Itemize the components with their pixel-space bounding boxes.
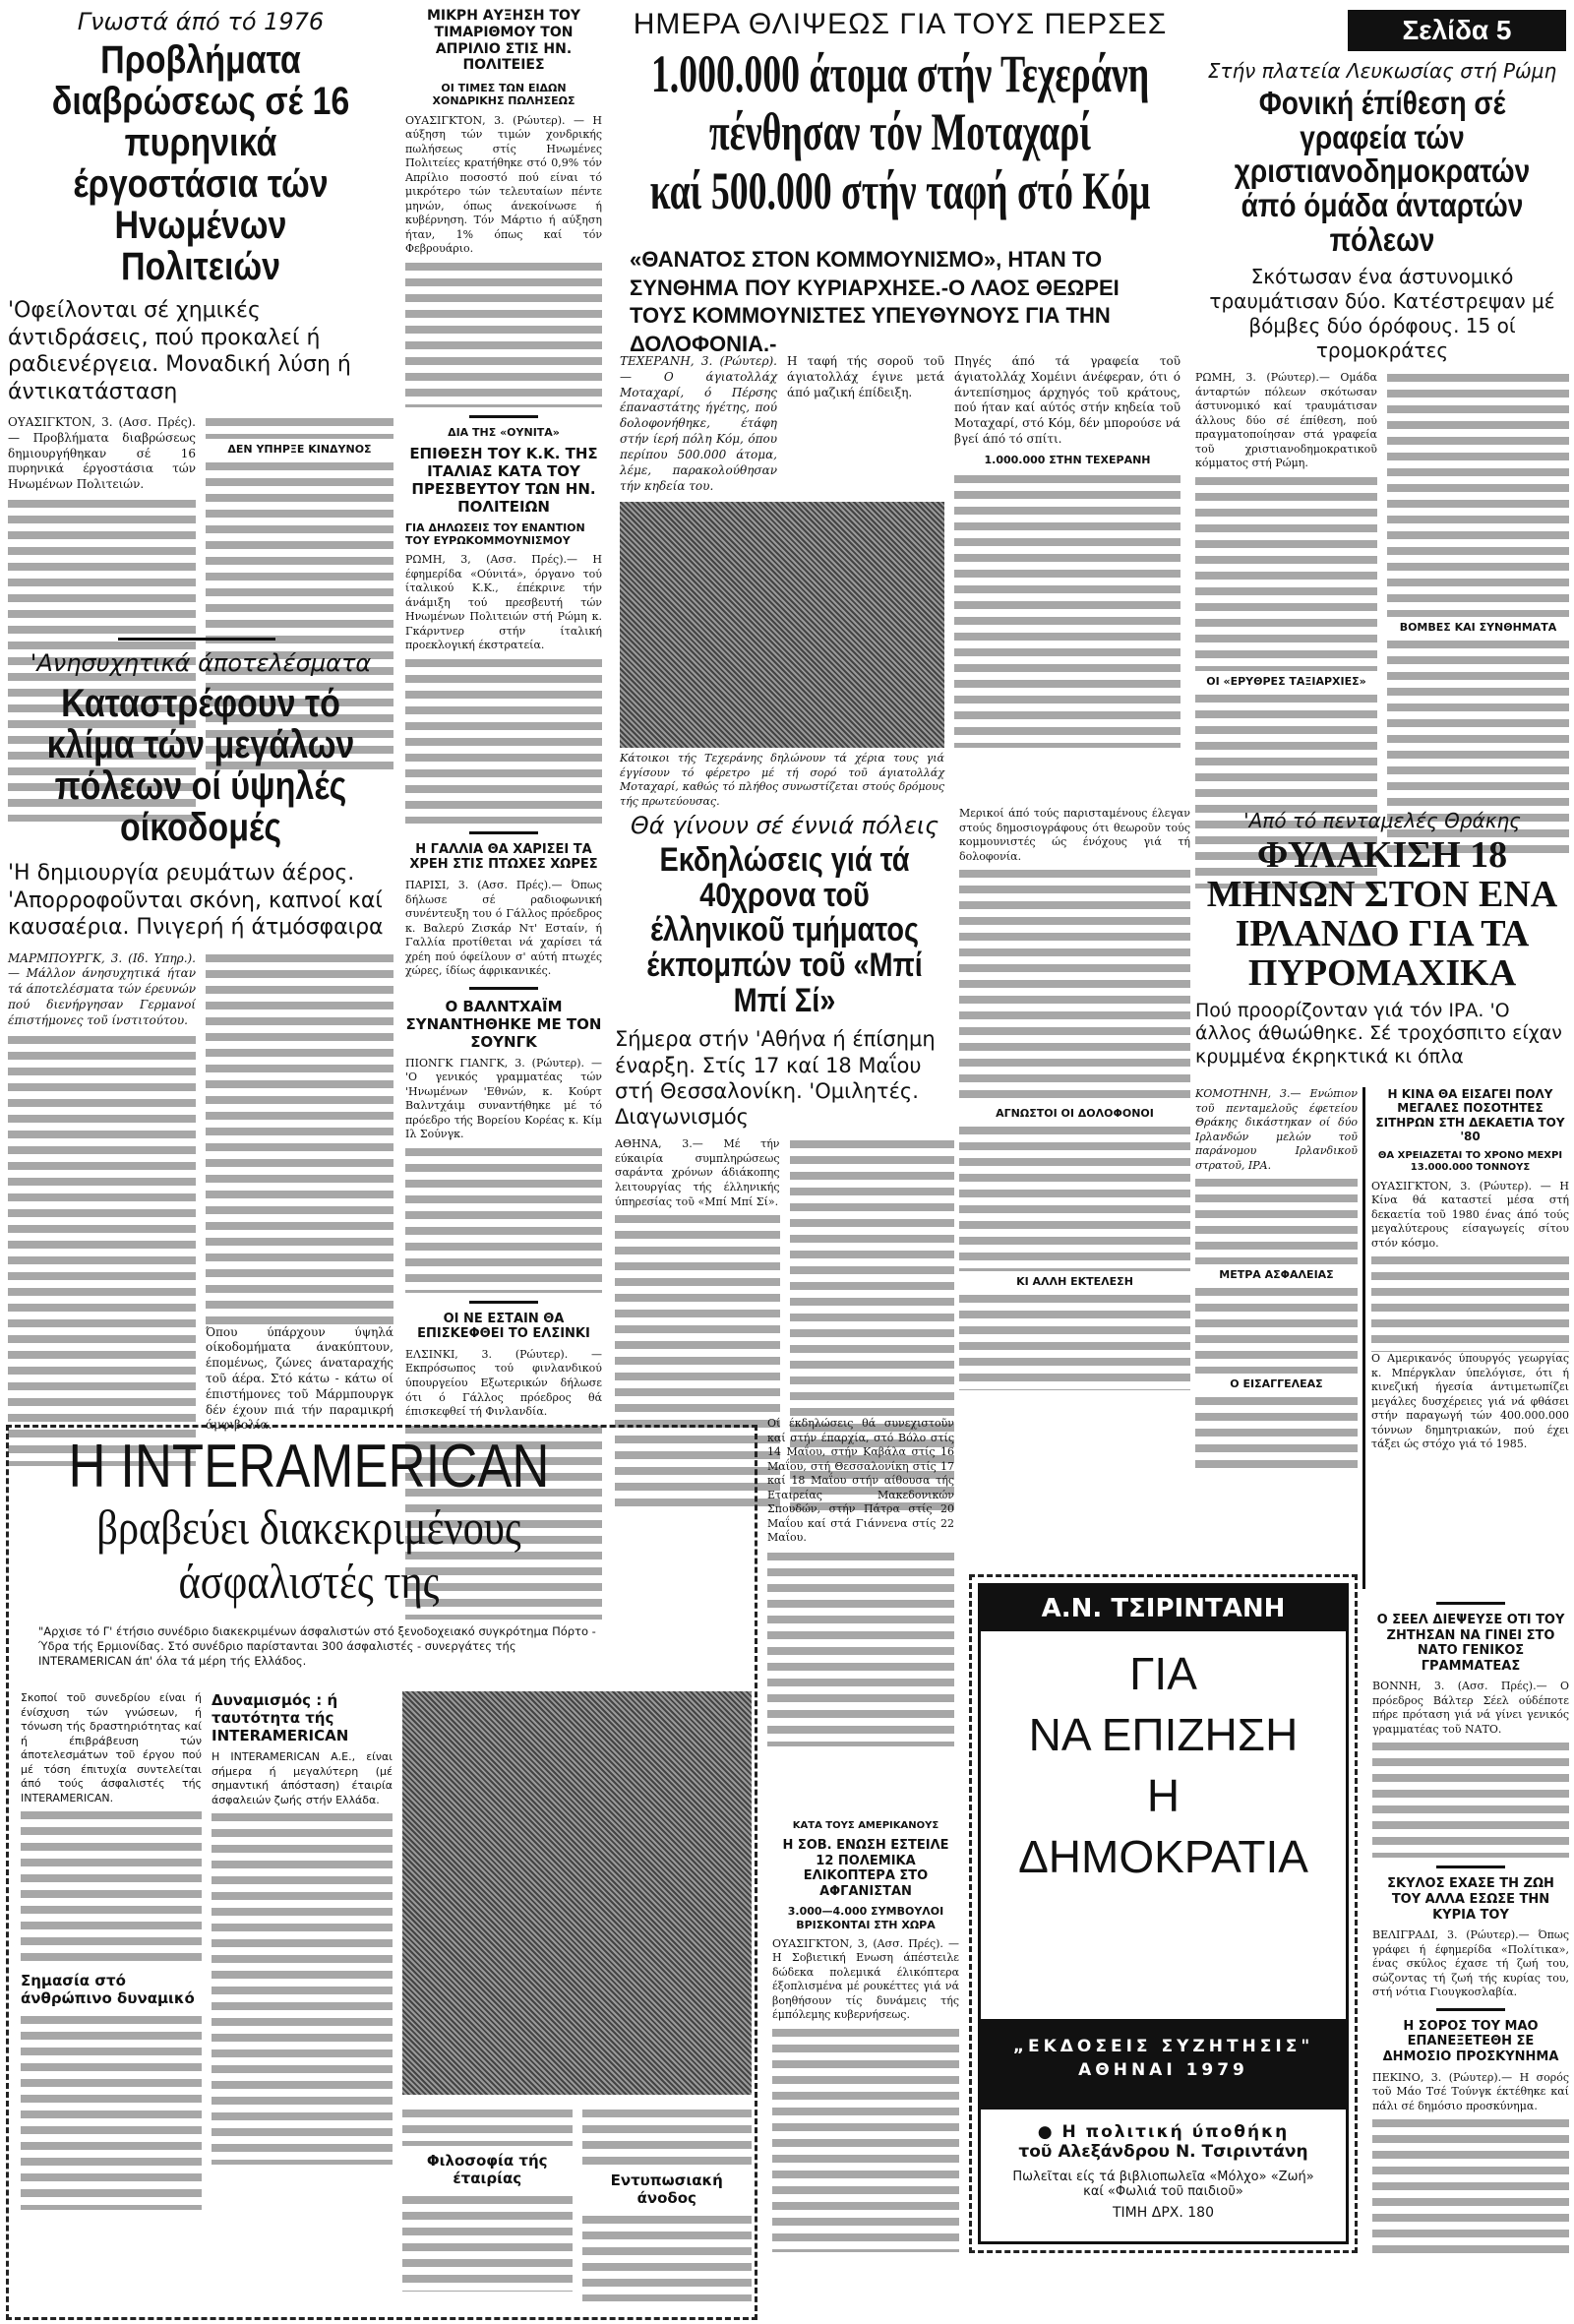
- body-text: ΚΟΜΟΤΗΝΗ, 3.— Ενώπιον τοῦ πενταμελοῦς έφετείου Θράκης δικάστηκαν οί δύο Ιρλανδών μελών τοῦ παράνομου Ιρλανδικοῦ στρατοῦ, ΙΡΑ.: [1195, 1087, 1358, 1172]
- kicker: 'Από τό πενταμελές Θράκης: [1243, 809, 1521, 832]
- kicker: Γνωστά άπό τό 1976: [77, 8, 325, 35]
- ad-headline: Η INTERAMERICAN: [68, 1433, 550, 1500]
- headline-tehran: [610, 45, 1190, 238]
- body-text-2: Ο Αμερικανός ύπουργός γεωργίας κ. Μπέργκλαν ύπελόγισε, ότι ή κινεζική ήγεσία άντιμετωπίζει μεγάλες δυσχέρειες γιά νά φθάσει στήν παραγωγή τών 400.000.000 τόννων δημητριακών, πού έχει τάξει ώς στόχο γιά τό 1985.: [1371, 1352, 1569, 1451]
- article-rome: [1195, 59, 1569, 797]
- headline-unita: ΕΠΙΘΕΣΗ ΤΟΥ Κ.Κ. ΤΗΣ ΙΤΑΛΙΑΣ ΚΑΤΑ ΤΟΥ ΠΡΕΣΒΕΥΤΟΥ ΤΩΝ ΗΝ. ΠΟΛΙΤΕΙΩΝ: [409, 444, 598, 516]
- building-photo: [402, 1691, 752, 2095]
- book-subtitle: τοῦ Αλεξάνδρου Ν. Τσιριντάνη: [1018, 2142, 1308, 2162]
- crosshead: ΚΙ ΑΛΛΗ ΕΚΤΕΛΕΣΗ: [1016, 1275, 1133, 1289]
- body-unita: ΡΩΜΗ, 3, (Ασσ. Πρές).— Η έφημερίδα «Ούνιτά», όργανο τού ίταλικού Κ.Κ., έπέκρινε τήν άνάμιξη τού πρεσβευτή τών Ηνωμένων Πολιτειών στή Ρώμη κ. Γκάρντνερ στήν ίταλική προεκλογική έκστρατεία.: [405, 553, 602, 652]
- body-waldheim: ΠΙΟΝΓΚ ΓΙΑΝΓΚ, 3. (Ρώυτερ). — 'Ο γενικός γραμματέας τών 'Ηνωμένων 'Εθνών, κ. Κούρτ Βαλντχάιμ συναντήθηκε μέ τό πρόεδρο τής Βορείου Κορέας κ. Κίμ Ιλ Σούνγκ.: [405, 1056, 602, 1141]
- headline: Εκδηλώσεις γιά τά 40χρονα τοῦ έλληνικοῦ τμήματος έκπομπών τοῦ «Μπί Μπί Σί»: [646, 841, 923, 1019]
- bookstores: Πωλεῖται είς τά βιβλιοπωλεῖα «Μόλχο» «Ζωή» καί «Φωλιά τοῦ παιδιοῦ»: [1012, 2170, 1314, 2199]
- deck: Σήμερα στήν 'Αθήνα ή έπίσημη έναρξη. Στίς 17 καί 18 Μαΐου στή Θεσσαλονίκη. 'Ομιλητές. Διαγωνισμός: [615, 1027, 936, 1130]
- crosshead: ΑΓΝΩΣΤΟΙ ΟΙ ΔΟΛΟΦΟΝΟΙ: [996, 1107, 1154, 1121]
- tehran-body-left: [620, 354, 944, 808]
- kicker: ΚΑΤΑ ΤΟΥΣ ΑΜΕΡΙΚΑΝΟΥΣ: [792, 1820, 939, 1831]
- ad-headline: βραβεύει διακεκριμένους: [96, 1499, 521, 1556]
- divider: [118, 638, 275, 641]
- article-climate: [8, 649, 394, 1433]
- headline-line: καί 500.000 στήν ταφή στό Κόμ: [649, 160, 1151, 220]
- headline: Προβλήματα διαβρώσεως σέ 16 πυρηνικά έργοστάσια τών Ηνωμένων Πολιτειών: [51, 38, 350, 288]
- headline: Φονική έπίθεση σέ γραφεία τών χριστιανοδημοκρατών άπό όμάδα άνταρτών πόλεων: [1234, 85, 1531, 258]
- crosshead: ΒΟΜΒΕΣ ΚΑΙ ΣΥΝΘΗΜΑΤΑ: [1399, 621, 1557, 635]
- article-thrace: [1195, 809, 1569, 1082]
- subhead-unita: ΓΙΑ ΔΗΛΩΣΕΙΣ ΤΟΥ ΕΝΑΝΤΙΟΝ ΤΟΥ ΕΥΡΩΚΟΜΜΟΥΝΙΣΜΟΥ: [405, 520, 585, 548]
- body-text: ΜΑΡΜΠΟΥΡΓΚ, 3. (Ιδ. Υπηρ.).— Μάλλον άνησυχητικά ήταν τά άποτελέσματα τών έρευνών πού διενήργησαν Γερμανοί έπιστήμονες τοῦ ίνστιτούτου.: [8, 950, 196, 1027]
- kicker: Στήν πλατεία Λευκωσίας στή Ρώμη: [1207, 59, 1557, 83]
- body-text: Μερικοί άπό τούς παρισταμένους έλεγαν στούς δημοσιογράφους ότι θεωροῦν τούς κομμουνιστές ώς ένόχους γιά τή δολοφονία.: [959, 807, 1190, 863]
- section-banner: [610, 8, 1190, 43]
- banner-text: ΗΜΕΡΑ ΘΛΙΨΕΩΣ ΓΙΑ ΤΟΥΣ ΠΕΡΣΕΣ: [633, 8, 1168, 40]
- book-title-line: ΝΑ ΕΠΙΖΗΣΗ: [1028, 1709, 1299, 1761]
- crosshead: ΜΕΤΡΑ ΑΣΦΑΛΕΙΑΣ: [1219, 1268, 1334, 1282]
- book-title-line: ΓΙΑ: [1129, 1648, 1197, 1699]
- book-author: Α.Ν. ΤΣΙΡΙΝΤΑΝΗ: [981, 1586, 1346, 1631]
- kicker-unita: ΔΙΑ ΤΗΣ «ΟΥΝΙΤΑ»: [448, 425, 560, 439]
- body-helsinki: ΕΛΣΙΝΚΙ, 3. (Ρώυτερ). — Εκπρόσωπος τού φινλανδικού ύπουργείου Εξωτερικών δήλωσε ότι ό Γάλλος πρόεδρος θά έπισκεφθεί τή Φινλανδία.: [405, 1347, 602, 1419]
- article-corrosion: [8, 8, 394, 630]
- headline: Η ΣΟΒ. ΕΝΩΣΗ ΕΣΤΕΙΛΕ 12 ΠΟΛΕΜΙΚΑ ΕΛΙΚΟΠΤΕΡΑ ΣΤΟ ΑΦΓΑΝΙΣΤΑΝ: [782, 1838, 949, 1899]
- body-text: Οί έκδηλώσεις θά συνεχιστοῦν καί στήν έπαρχία, στό Βόλο στίς 14 Μαΐου, στήν Καβάλα στίς 16 Μαΐου, στή Θεσσαλονίκη στίς 17 καί 18 Μαΐου στήν αίθουσα τής Εταιρείας Μακεδονικών Σπουδών, στήν Πάτρα στίς 20 Μαΐου καί στά Γιάννενα στίς 22 Μαΐου.: [767, 1417, 954, 1545]
- headline-line: πένθησαν τόν Μοταχαρί: [708, 102, 1092, 162]
- tehran-body-right: [954, 354, 1180, 797]
- thrace-body: [1195, 1087, 1358, 1567]
- book-title-line: ΔΗΜΟΚΡΑΤΙΑ: [1018, 1831, 1308, 1883]
- body-dog: ΒΕΛΙΓΡΑΔΙ, 3. (Ρώυτερ).— Όπως γράφει ή έφημερίδα «Πολίτικα», ένας σκύλος έχασε τή ζωή του, σώζοντας τή ζωή τής κυρίας του, στή νότια Γιουγκοσλαβία.: [1372, 1928, 1569, 1999]
- subhead: ΘΑ ΧΡΕΙΑΖΕΤΑΙ ΤΟ ΧΡΟΝΟ ΜΕΧΡΙ 13.000.000 ΤΟΝΝΟΥΣ: [1377, 1149, 1563, 1173]
- article-afghanistan: [772, 1820, 959, 2322]
- body-text-2: Όπου ύπάρχουν ύψηλά οίκοδομήματα άνακύπτουν, έπομένως, ζώνες άναταραχής τοῦ άέρα. Στό κάτω - κάτω οί έπιστήμονες τοῦ Μάρμπουργκ δέν έχουν πιά τήν παραμικρή άμφιβολία.: [206, 1324, 394, 1433]
- headline: ΦΥΛΑΚΙΣΗ 18 ΜΗΝΩΝ ΣΤΟΝ ΕΝΑ ΙΡΛΑΝΔΟ ΓΙΑ ΤΑ ΠΥΡΟΜΑΧΙΚΑ: [1206, 834, 1558, 994]
- article-china: [1362, 1087, 1569, 1589]
- body-france: ΠΑΡΙΣΙ, 3. (Ασσ. Πρές).— Όπως δήλωσε σέ ραδιοφωνική συνέντευξη του ό Γάλλος πρόεδρος κ. Βαλερύ Ζισκάρ Ντ' Εσταίν, ή Γαλλία προτίθεται νά χαρίσει τά χρέη πού όφείλουν σ' αύτή πτωχές χώρες, ίδίως άφρικανικές.: [405, 879, 602, 978]
- deck: Σκότωσαν ένα άστυνομικό τραυμάτισαν δύο. Κατέστρεψαν μέ βόμβες δύο όρόφους. 15 οί τρομοκράτες: [1209, 265, 1555, 363]
- article-bbc: [615, 812, 954, 1417]
- headline-helsinki: ΟΙ ΝΕ ΕΣΤΑΙΝ ΘΑ ΕΠΙΣΚΕΦΘΕΙ ΤΟ ΕΛΣΙΝΚΙ: [417, 1311, 590, 1342]
- lead-text: ΤΕΧΕΡΑΝΗ, 3. (Ρώυτερ).— Ο άγιατολλάχ Μοταχαρί, ό Πέρσης έπαναστάτης ήγέτης, πού δολοφονήθηκε, έτάφη στήν ίερή πόλη Κόμ, όπου περίπου 500.000 άτομα, λέμε, παρακολούθησαν τήν κηδεία του.: [620, 354, 777, 493]
- kicker: Θά γίνουν σέ έννιά πόλεις: [630, 812, 939, 839]
- book-title-line: Η: [1146, 1770, 1180, 1822]
- ad-crosshead: Σημασία στό άνθρώπινο δυναμικό: [21, 1972, 195, 2008]
- publish-place-year: ΑΘΗΝΑΙ 1979: [1078, 2060, 1248, 2080]
- headline-waldheim: Ο ΒΑΛΝΤΧΑΪΜ ΣΥΝΑΝΤΗΘΗΚΕ ΜΕ ΤΟΝ ΣΟΥΝΓΚ: [405, 997, 602, 1051]
- ad-crosshead: Φιλοσοφία τής έταιρίας: [426, 2152, 548, 2187]
- body-text: ΟΥΑΣΙΓΚΤΟΝ, 3. (Ασσ. Πρές).— Προβλήματα διαβρώσεως δημιουργήθηκαν σέ 16 πυρηνικά έργοστάσια τών Ηνωμένων Πολιτειών.: [8, 415, 196, 492]
- headline-prices: ΜΙΚΡΗ ΑΥΞΗΣΗ ΤΟΥ ΤΙΜΑΡΙΘΜΟΥ ΤΟΝ ΑΠΡΙΛΙΟ ΣΤΙΣ ΗΝ. ΠΟΛΙΤΕΙΕΣ: [426, 8, 581, 74]
- headline-france: Η ΓΑΛΛΙΑ ΘΑ ΧΑΡΙΣΕΙ ΤΑ ΧΡΕΗ ΣΤΙΣ ΠΤΩΧΕΣ ΧΩΡΕΣ: [409, 841, 598, 873]
- page-number-badge: Σελίδα 5: [1348, 10, 1566, 51]
- interamerican-ad: [6, 1425, 757, 2320]
- body-prices: ΟΥΑΣΙΓΚΤΟΝ, 3. (Ρώυτερ). — Η αύξηση τών τιμών χονδρικής πωλήσεως στίς Ηνωμένες Πολιτείες κρατήθηκε στό 0,9% τόν Απρίλιο ποσοστό πού είναι τό μικρότερο τών τελευταίων πέντε μηνών, όπως άνεκοίνωσε ή κυβέρνηση. Τόν Μάρτιο ή αύξηση ήταν, 1% όπως καί τόν Φεβρουάριο.: [405, 113, 602, 256]
- body-scheel: ΒΟΝΝΗ, 3. (Ασσ. Πρές).— Ο πρόεδρος Βάλτερ Σέελ ούδέποτε πήρε πρόταση γιά νά γίνει γενικός γραμματέας τοῦ ΝΑΤΟ.: [1372, 1680, 1569, 1736]
- body-text: ΡΩΜΗ, 3. (Ρώυτερ).— Ομάδα άνταρτών πόλεων σκότωσαν άστυνομικό καί τραυμάτισαν άλλους δύο σέ έπίθεση, πού πραγματοποίησαν στά γραφεία τοῦ χριστιανοδημοκρατικοῦ κόμματος στή Ρώμη.: [1195, 371, 1377, 470]
- ad-crosshead: Εντυπωσιακή άνοδος: [610, 2171, 723, 2207]
- headline-line: 1.000.000 άτομα στήν Τεχεράνη: [650, 44, 1150, 103]
- body-text: ΟΥΑΣΙΓΚΤΟΝ, 3, (Ασσ. Πρές). — Η Σοβιετική Ενωση άπέστειλε δώδεκα πολεμικά έλικόπτερα έξοπλισμένα μέ ρουκέττες γιά νά βοηθήσουν τίς δυνάμεις τής έμπόλεμης κυβερνήσεως.: [772, 1936, 959, 2022]
- ad-headline: άσφαλιστές της: [178, 1554, 440, 1610]
- book-ad: [969, 1574, 1358, 2253]
- headline-scheel: Ο ΣΕΕΛ ΔΙΕΨΕΥΣΕ ΟΤΙ ΤΟΥ ΖΗΤΗΣΑΝ ΝΑ ΓΙΝΕΙ ΣΤΟ ΝΑΤΟ ΓΕΝΙΚΟΣ ΓΡΑΜΜΑΤΕΑΣ: [1376, 1613, 1565, 1674]
- deck: Πού προορίζονταν γιά τόν ΙΡΑ. 'Ο άλλος άθωώθηκε. Σέ τροχόσπιτο είχαν κρυμμένα έκρηκτικά κι όπλα: [1195, 999, 1562, 1069]
- headline: Καταστρέφουν τό κλίμα τών μεγάλων πόλεων οί ύψηλές οίκοδομές: [46, 682, 355, 849]
- column-right-briefs: [1372, 1594, 1569, 2322]
- column-briefs: [405, 8, 602, 1419]
- ad-body: Η INTERAMERICAN Α.Ε., είναι σήμερα ή μεγαλύτερη (μέ σημαντική άπόσταση) έταιρία άσφαλειών ζωής στήν Ελλάδα.: [212, 1750, 393, 1806]
- subhead-prices: ΟΙ ΤΙΜΕΣ ΤΩΝ ΕΙΔΩΝ ΧΟΝΔΡΙΚΗΣ ΠΩΛΗΣΕΩΣ: [432, 82, 575, 108]
- ad-intro: "Αρχισε τό Γ' έτήσιο συνέδριο διακεκριμένων άσφαλιστών στό ξενοδοχειακό συγκρότημα Πόρτο - Ύδρα τής Ερμιονίδας. Στό συνέδριο παρίστανται 300 άσφαλιστές - συνεργάτες τής INTERAMERICAN άπ' όλα τά μέρη τής Ελλάδος.: [38, 1624, 596, 1668]
- book-subtitle: ● Η πολιτική ύποθήκη: [1037, 2122, 1290, 2142]
- deck: 'Οφείλονται σέ χημικές άντιδράσεις, πού προκαλεί ή ραδιενέργεια. Μοναδική λύση ή άντικατάσταση: [8, 298, 351, 404]
- publisher: „ΕΚΔΟΣΕΙΣ ΣΥΖΗΤΗΣΙΣ": [1012, 2037, 1314, 2056]
- crosshead: Ο ΕΙΣΑΓΓΕΛΕΑΣ: [1230, 1377, 1323, 1391]
- body-mao: ΠΕΚΙΝΟ, 3. (Ρώυτερ).— Η σορός τοῦ Μάο Τσέ Τούνγκ έκτέθηκε καί πάλι σέ δημόσιο προσκύνημα.: [1372, 2070, 1569, 2112]
- ad-crosshead: Δυναμισμός : ή ταυτότητα τής INTERAMERICAN: [212, 1691, 349, 1744]
- body-text: ΟΥΑΣΙΓΚΤΟΝ, 3. (Ρώυτερ). — Η Κίνα θά καταστεί μέσα στή δεκαετία τοῦ 1980 ένας άπό τούς μεγαλύτερους είσαγωγείς σίτου στόν κόσμο.: [1371, 1179, 1569, 1250]
- bbc-continued: [767, 1417, 954, 1810]
- deck: 'Η δημιουργία ρευμάτων άέρος. 'Απορροφοῦνται σκόνη, καπνοί καί καυσαέρια. Πνιγερή ή άτμόσφαιρα: [8, 861, 384, 940]
- headline-dog: ΣΚΥΛΟΣ ΕΧΑΣΕ ΤΗ ΖΩΗ ΤΟΥ ΑΛΛΑ ΕΣΩΣΕ ΤΗΝ ΚΥΡΙΑ ΤΟΥ: [1387, 1876, 1554, 1923]
- book-price: ΤΙΜΗ ΔΡΧ. 180: [1113, 2205, 1214, 2221]
- subhead-tehran: «ΘΑΝΑΤΟΣ ΣΤΟΝ ΚΟΜΜΟΥΝΙΣΜΟ», ΗΤΑΝ ΤΟ ΣΥΝΘΗΜΑ ΠΟΥ ΚΥΡΙΑΡΧΗΣΕ.-Ο ΛΑΟΣ ΘΕΩΡΕΙ ΤΟΥΣ ΚΟΜΜΟΥΝΙΣΤΕΣ ΥΠΕΥΘΥΝΟΥΣ ΓΙΑ ΤΗΝ ΔΟΛΟΦΟΝΙΑ.-: [630, 247, 1120, 356]
- subhead: ΔΕΝ ΥΠΗΡΞΕ ΚΙΝΔΥΝΟΣ: [227, 443, 372, 456]
- body-text: Η ταφή τής σοροῦ τοῦ άγιατολλάχ έγινε μετά άπό μαζική έπίδειξη.: [787, 354, 944, 399]
- crosshead: 1.000.000 ΣΤΗΝ ΤΕΧΕΡΑΝΗ: [984, 453, 1151, 466]
- body-text: ΑΘΗΝΑ, 3.— Μέ τήν εύκαιρία συμπληρώσεως σαράντα χρόνων άδιάκοπης λειτουργίας τής έλληνικής ύπηρεσίας τοῦ «Μπί Μπί Σί».: [615, 1137, 780, 1208]
- headline: Η ΚΙΝΑ ΘΑ ΕΙΣΑΓΕΙ ΠΟΛΥ ΜΕΓΑΛΕΣ ΠΟΣΟΤΗΤΕΣ ΣΙΤΗΡΩΝ ΣΤΗ ΔΕΚΑΕΤΙΑ ΤΟΥ '80: [1375, 1087, 1565, 1144]
- tehran-continued: [959, 807, 1190, 1417]
- crosshead: ΟΙ «ΕΡΥΘΡΕΣ ΤΑΞΙΑΡΧΙΕΣ»: [1206, 674, 1366, 688]
- headline-mao: Η ΣΟΡΟΣ ΤΟΥ ΜΑΟ ΕΠΑΝΕΞΕΤΕΘΗ ΣΕ ΔΗΜΟΣΙΟ ΠΡΟΣΚΥΝΗΜΑ: [1382, 2018, 1559, 2064]
- ad-body: Σκοποί τοῦ συνεδρίου είναι ή ένίσχυση τών γνώσεων, ή τόνωση τής δραστηριότητας καί ή έπιβράβευση τών άποτελεσμάτων τοῦ έργου πού μέ τόση έπιτυχία συντελείται άπό τούς άσφαλιστές τής INTERAMERICAN.: [21, 1691, 202, 1804]
- body-text: Πηγές άπό τά γραφεία τοῦ άγιατολλάχ Χομέινι άνέφεραν, ότι ό άντεπίσημος άρχηγός τοῦ κράτους, πού ήταν καί αύτός στήν κηδεία τοῦ Μοταχαρί, στό Κόμ, δέν μπορούσε νά βγεί άπό τό σπίτι.: [954, 354, 1180, 447]
- photo-caption: Κάτοικοι τής Τεχεράνης δηλώνουν τά χέρια τους γιά έγγίσουν τό φέρετρο μέ τή σορό τοῦ άγιατολλάχ Μοταχαρί, καθώς τό πλήθος συνωστίζεται στούς δρόμους τής πρωτεύουσας.: [620, 752, 944, 808]
- subhead: 3.000—4.000 ΣΥΜΒΟΥΛΟΙ ΒΡΙΣΚΟΝΤΑΙ ΣΤΗ ΧΩΡΑ: [787, 1905, 944, 1931]
- kicker: 'Ανησυχητικά άποτελέσματα: [30, 649, 372, 677]
- funeral-photo: [620, 502, 944, 748]
